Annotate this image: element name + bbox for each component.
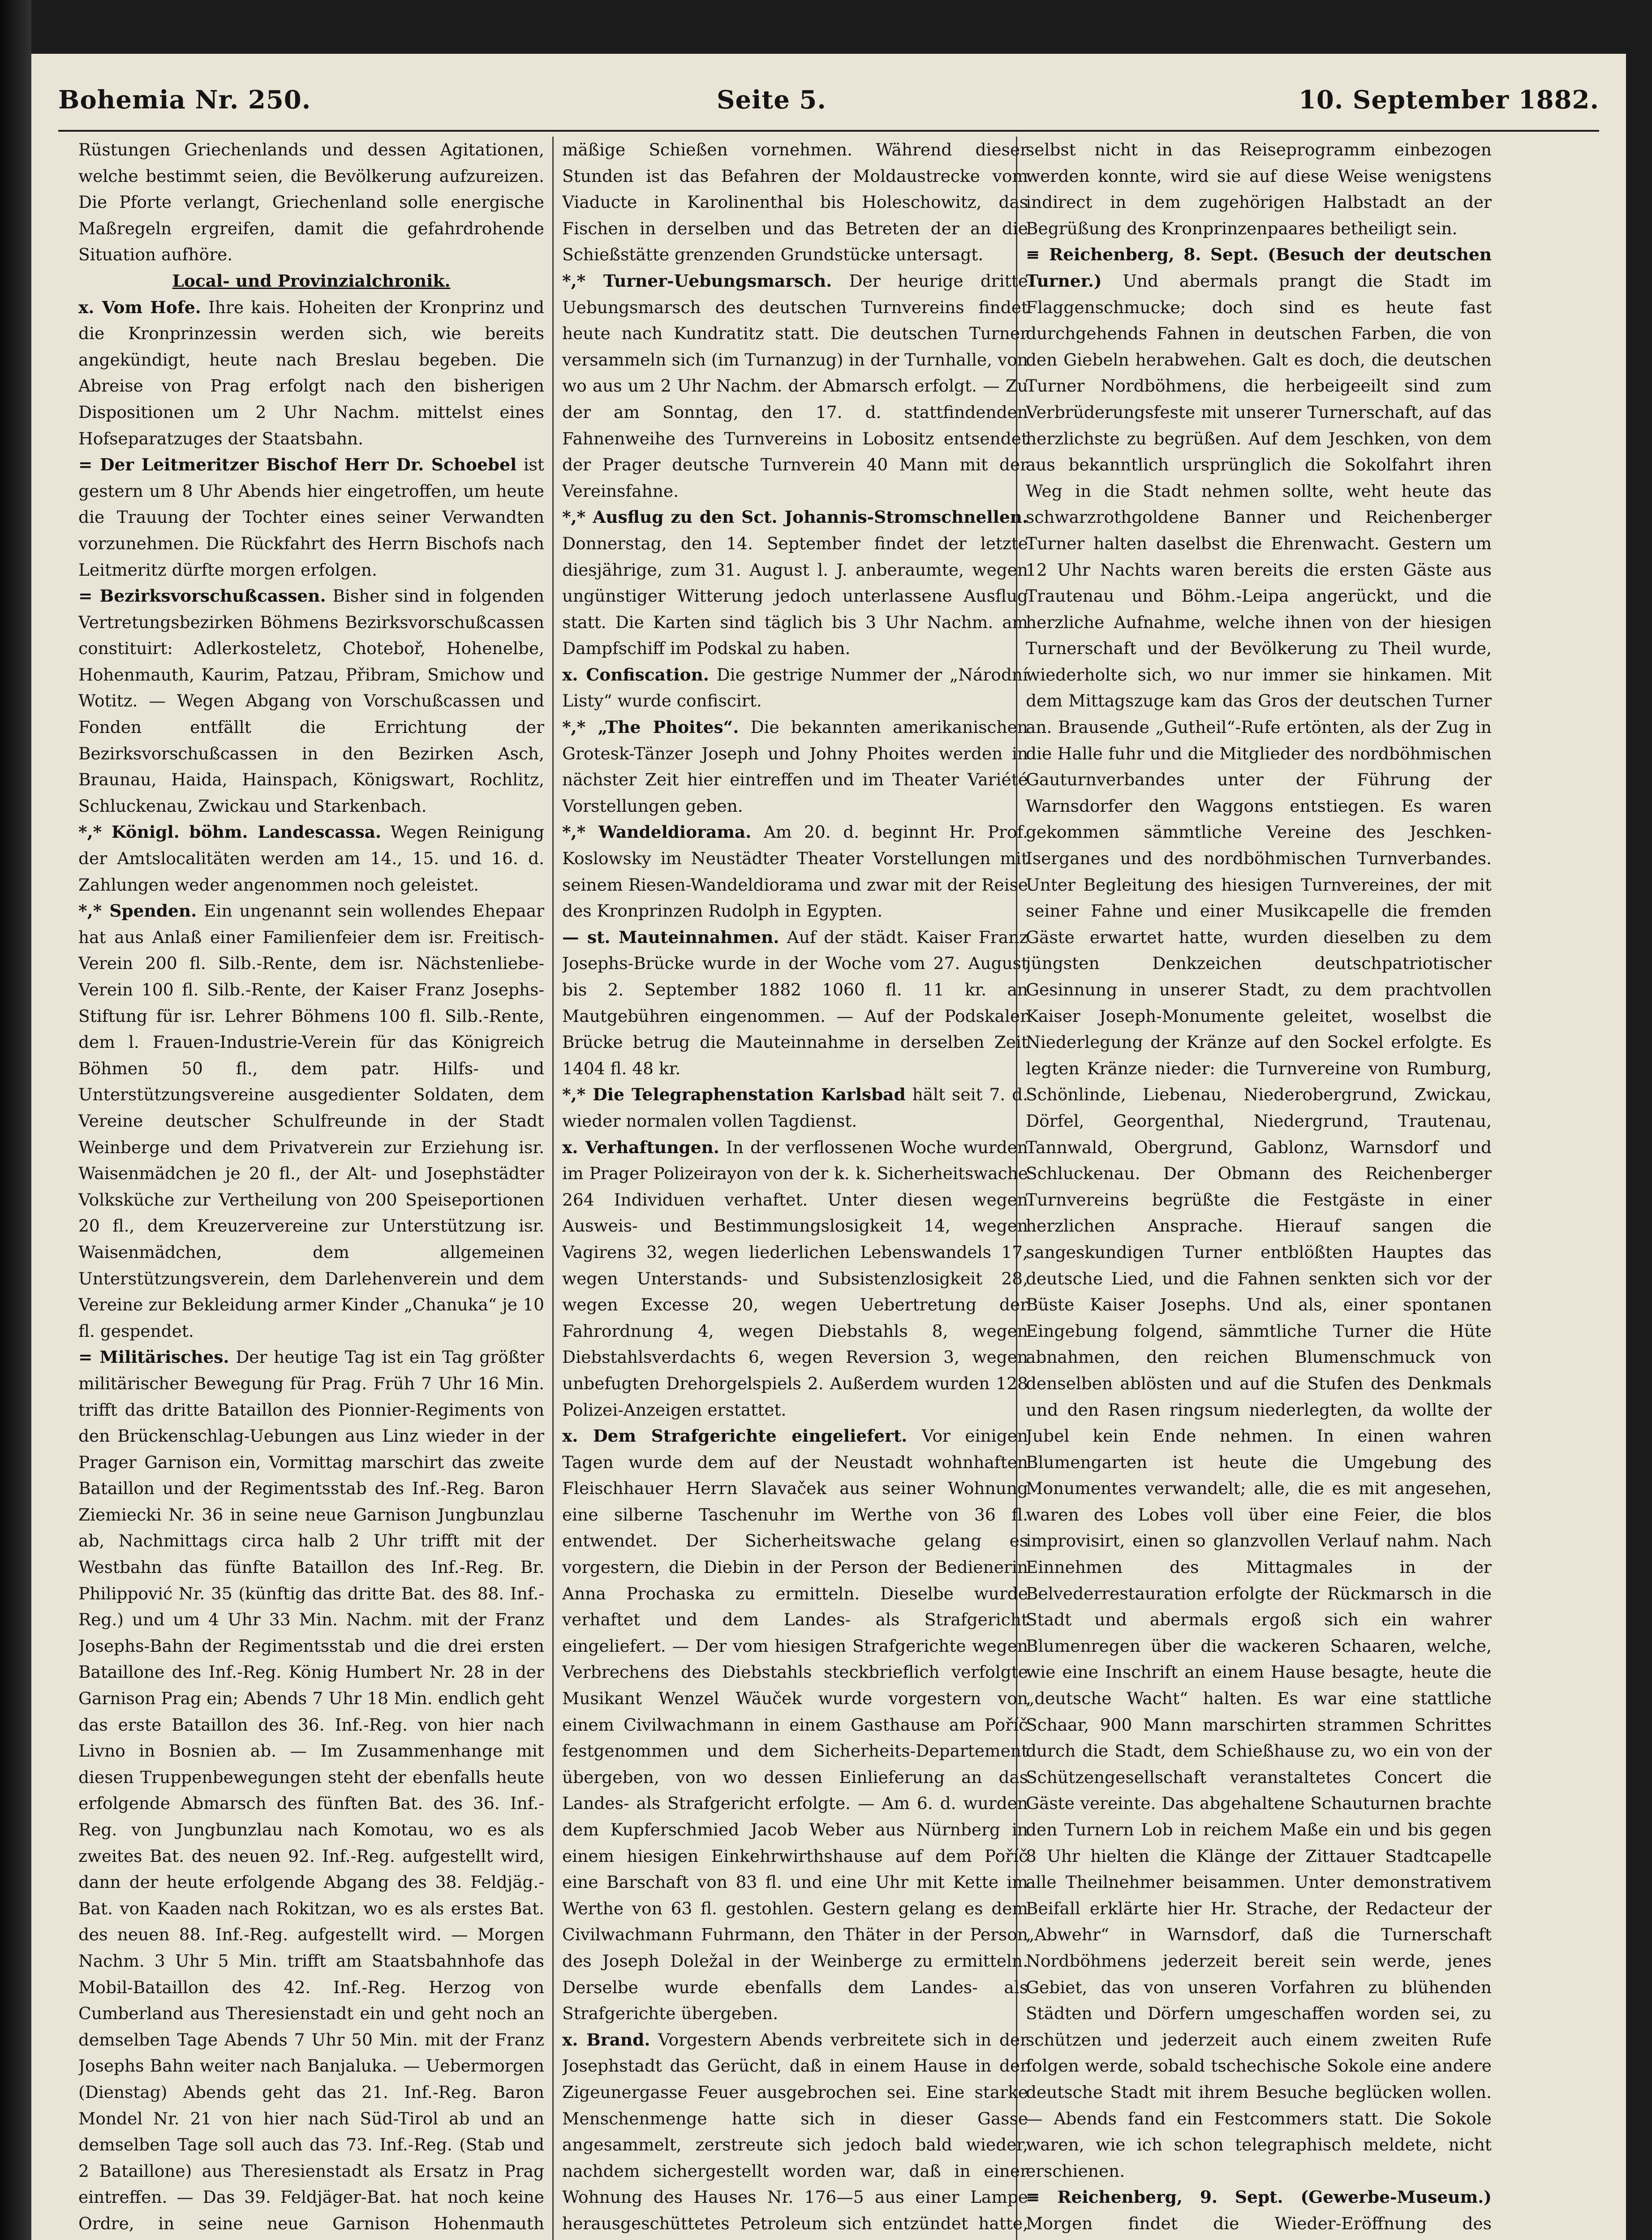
article-text: ist gestern um 8 Uhr Abends hier eingetroffen, um heute die Trauung der Tochter eines seiner Verwandten vorzunehmen. Die Rückfahrt des Herrn Bischofs nach Leitmeritz dürfte morgen erfolgen. [78, 455, 544, 580]
article-paragraph [562, 819, 1028, 924]
article-text: Rüstungen Griechenlands und dessen Agitationen, welche bestimmt seien, die Bevölkerung aufzureizen. Die Pforte verlangt, Griechenland solle energische Maßregeln ergreifen, damit die gefahrdrohende Situation aufhöre. [78, 140, 544, 265]
article-heading: x. Verhaftungen. [562, 1137, 719, 1157]
article-heading: = Der Leitmeritzer Bischof Herr Dr. Schoebel [78, 455, 517, 475]
article-heading: x. Vom Hofe. [78, 297, 201, 317]
article-paragraph [78, 452, 544, 583]
article-heading: *,* Turner-Uebungsmarsch. [562, 271, 832, 291]
article-text: Am 20. d. beginnt Hr. Prof. Koslowsky im Neustädter Theater Vorstellungen mit seinem Riesen-Wandeldiorama und zwar mit der Reise des Kronprinzen Rudolph in Egypten. [562, 822, 1028, 921]
article-text: Ihre kais. Hoheiten der Kronprinz und die Kronprinzessin werden sich, wie bereits angekündigt, heute nach Breslau begeben. Die Abreise von Prag erfolgt nach den bisherigen Dispositionen um 2 Uhr Nachm. mittelst eines Hofseparatzuges der Staatsbahn. [78, 297, 544, 448]
article-paragraph [562, 268, 1028, 504]
article-paragraph [562, 137, 1028, 268]
article-paragraph [562, 504, 1028, 662]
article-heading: *,* Die Telegraphenstation Karlsbad [562, 1085, 906, 1105]
article-text: Wegen Reinigung der Amtslocalitäten werden am 14., 15. und 16. d. Zahlungen weder angenommen noch geleistet. [78, 822, 544, 895]
article-heading: — st. Mauteinnahmen. [562, 927, 779, 947]
article-heading: ≡ Reichenberg, 8. Sept. (Besuch der deutschen Turner.) [1026, 245, 1492, 291]
article-heading: = Bezirksvorschußcassen. [78, 586, 326, 606]
article-heading: ≡ Reichenberg, 9. Sept. (Gewerbe-Museum.) [1026, 2187, 1492, 2207]
masthead-paper-issue: Bohemia Nr. 250. [58, 85, 311, 115]
article-paragraph [562, 1134, 1028, 1423]
article-paragraph [562, 1081, 1028, 1134]
article-text: Die bekannten amerikanischen Grotesk-Tänzer Joseph und Johny Phoites werden in nächster Zeit hier eintreffen und im Theater Variété Vorstellungen geben. [562, 717, 1028, 816]
masthead [58, 85, 1599, 125]
text-column-3 [1026, 137, 1492, 2240]
section-heading: Local- und Provinzialchronik. [172, 271, 451, 291]
article-text: selbst nicht in das Reiseprogramm einbezogen werden konnte, wird sie auf diese Weise wenigstens indirect in dem zugehörigen Halbstadt an der Begrüßung des Kronprinzenpaares betheiligt sein. [1026, 140, 1492, 238]
article-heading: x. Brand. [562, 2029, 650, 2050]
article-paragraph [78, 137, 544, 268]
article-text: Ein ungenannt sein wollendes Ehepaar hat aus Anlaß einer Familienfeier dem isr. Freitisch-Verein 200 fl. Silb.-Rente, dem isr. Nächstenliebe-Verein 100 fl. Silb.-Rente, der Kaiser Franz Josephs-Stiftung für isr. Lehrer Böhmens 100 fl. Silb.-Rente, dem l. Frauen-Industrie-Verein für das Königreich Böhmen 50 fl., dem patr. Hilfs- und Unterstützungsvereine ausgedienter Soldaten, dem Vereine deutscher Schulfreunde in der Stadt Weinberge und dem Privatverein zur Erziehung isr. Waisenmädchen je 20 fl., der Alt- und Josephstädter Volksküche zur Vertheilung von 200 Speiseportionen 20 fl., dem Kreuzervereine zur Unterstützung isr. Waisenmädchen, dem allgemeinen Unterstützungsverein, dem Darlehenverein und dem Vereine zur Bekleidung armer Kinder „Chanuka“ je 10 fl. gespendet. [78, 901, 544, 1341]
article-heading: *,* Ausflug zu den Sct. Johannis-Stromschnellen. [562, 507, 1028, 527]
article-paragraph [1026, 2184, 1492, 2240]
article-text: Und abermals prangt die Stadt im Flaggenschmucke; doch sind es heute fast durchgehends Fahnen in deutschen Farben, die von den Giebeln herabwehen. Galt es doch, die deutschen Turner Nordböhmens, die herbeigeeilt sind zum Verbrüderungsfeste mit unserer Turnerschaft, auf das herzlichste zu begrüßen. Auf dem Jeschken, von dem aus bekanntlich ursprünglich die Sokolfahrt ihren Weg in die Stadt nehmen sollte, weht heute das schwarzrothgoldene Banner und Reichenberger Turner halten daselbst die Ehrenwacht. Gestern um 12 Uhr Nachts waren bereits die ersten Gäste aus Trautenau und Böhm.-Leipa angerückt, und die herzliche Aufnahme, welche ihnen von der hiesigen Turnerschaft und der Bevölkerung zu Theil wurde, wiederholte sich, wo nur immer sie hinkamen. Mit dem Mittagszuge kam das Gros der deutschen Turner an. Brausende „Gutheil“-Rufe ertönten, als der Zug in die Halle fuhr und die Mitglieder des nordböhmischen Gauturnverbandes unter der Führung der Warnsdorfer den Waggons entstiegen. Es waren gekommen sämmtliche Vereine des Jeschken-Iserganes und des nordböhmischen Turnverbandes. Unter Begleitung des hiesigen Turnvereines, der mit seiner Fahne und einer Musikcapelle die fremden Gäste erwartet hatte, wurden dieselben zu dem jüngsten Denkzeichen deutschpatriotischer Gesinnung in unserer Stadt, zu dem prachtvollen Kaiser Joseph-Monumente geleitet, woselbst die Niederlegung der Kränze auf den Sockel erfolgte. Es legten Kränze nieder: die Turnvereine von Rumburg, Schönlinde, Liebenau, Niederobergrund, Zwickau, Dörfel, Georgenthal, Niedergrund, Trautenau, Tannwald, Obergrund, Gablonz, Warnsdorf und Schluckenau. Der Obmann des Reichenberger Turnvereins begrüßte die Festgäste in einer herzlichen Ansprache. Hierauf sangen die sangeskundigen Turner entblößten Hauptes das deutsche Lied, und die Fahnen senkten sich vor der Büste Kaiser Josephs. Und als, einer spontanen Eingebung folgend, sämmtliche Turner die Hüte abnahmen, den reichen Blumenschmuck von denselben ablösten und auf die Stufen des Denkmals und den Rasen ringsum niederlegten, da wollte der Jubel kein Ende nehmen. In einen wahren Blumengarten ist heute die Umgebung des Monumentes verwandelt; alle, die es mit angesehen, waren des Lobes voll über eine Feier, die blos improvisirt, einen so glanzvollen Verlauf nahm. Nach Einnehmen des Mittagmales in der Belvederrestauration erfolgte der Rückmarsch in die Stadt und abermals ergoß sich ein wahrer Blumenregen über die wackeren Schaaren, welche, wie eine Inschrift an einem Hause besagte, heute die „deutsche Wacht“ halten. Es war eine stattliche Schaar, 900 Mann marschirten strammen Schrittes durch die Stadt, dem Schießhause zu, wo ein von der Schützengesellschaft veranstaltetes Concert die Gäste vereinte. Das abgehaltene Schauturnen brachte den Turnern Lob in reichem Maße ein und bis gegen 8 Uhr hielten die Klänge der Zittauer Stadtcapelle alle Theilnehmer beisammen. Unter demonstrativem Beifall erklärte hier Hr. Strache, der Redacteur der „Abwehr“ in Warnsdorf, daß die Turnerschaft Nordböhmens jederzeit bereit sein werde, jenes Gebiet, das von unseren Vorfahren zu blühenden Städten und Dörfern umgeschaffen worden sei, zu schützen und jederzeit auch einem zweiten Rufe folgen werde, sobald tschechische Sokole eine andere deutsche Stadt mit ihrem Besuche beglücken wollen. — Abends fand ein Festcommers statt. Die Sokole waren, wie ich schon telegraphisch meldete, nicht erschienen. [1026, 271, 1492, 2181]
article-paragraph [562, 2027, 1028, 2240]
article-paragraph [78, 583, 544, 819]
article-text: Auf der städt. Kaiser Franz Josephs-Brücke wurde in der Woche vom 27. August bis 2. September 1882 1060 fl. 11 kr. an Mautgebühren eingenommen. — Auf der Podskaler Brücke betrug die Mauteinnahme in derselben Zeit 1404 fl. 48 kr. [562, 927, 1028, 1078]
article-heading: *,* Spenden. [78, 901, 197, 921]
article-heading: x. Dem Strafgerichte eingeliefert. [562, 1426, 908, 1446]
article-heading: = Militärisches. [78, 1347, 229, 1367]
article-paragraph [562, 714, 1028, 819]
article-heading: *,* „The Phoites“. [562, 717, 739, 737]
masthead-page-number: Seite 5. [717, 85, 826, 115]
article-text: Die gestrige Nummer der „Národní Listy“ wurde confiscirt. [562, 664, 1028, 711]
article-paragraph [1026, 137, 1492, 241]
article-text: Der heutige Tag ist ein Tag größter militärischer Bewegung für Prag. Früh 7 Uhr 16 Min. trifft das dritte Bataillon des Pionnier-Regiments von den Brückenschlag-Uebungen aus Linz wieder in der Prager Garnison ein, Vormittag marschirt das zweite Bataillon und der Regimentsstab des Inf.-Reg. Baron Ziemiecki Nr. 36 in seine neue Garnison Jungbunzlau ab, Nachmittags circa halb 2 Uhr trifft mit der Westbahn das fünfte Bataillon des Inf.-Reg. Br. Philippović Nr. 35 (künftig das dritte Bat. des 88. Inf.-Reg.) und um 4 Uhr 33 Min. Nachm. mit der Franz Josephs-Bahn der Regimentsstab und die drei ersten Bataillone des Inf.-Reg. König Humbert Nr. 28 in der Garnison Prag ein; Abends 7 Uhr 18 Min. endlich geht das erste Bataillon des 36. Inf.-Reg. von hier nach Livno in Bosnien ab. — Im Zusammenhange mit diesen Truppenbewegungen steht der ebenfalls heute erfolgende Abmarsch des fünften Bat. des 36. Inf.-Reg. von Jungbunzlau nach Komotau, wo es als zweites Bat. des neuen 92. Inf.-Reg. aufgestellt wird, dann der heute erfolgende Abgang des 38. Feldjäg.-Bat. von Kaaden nach Rokitzan, wo es als erstes Bat. des neuen 88. Inf.-Reg. aufgestellt wird. — Morgen Nachm. 3 Uhr 5 Min. trifft am Staatsbahnhofe das Mobil-Bataillon des 42. Inf.-Reg. Herzog von Cumberland aus Theresienstadt ein und geht noch an demselben Tage Abends 7 Uhr 50 Min. mit der Franz Josephs Bahn weiter nach Banjaluka. — Uebermorgen (Dienstag) Abends geht das 21. Inf.-Reg. Baron Mondel Nr. 21 von hier nach Süd-Tirol ab und an demselben Tage soll auch das 73. Inf.-Reg. (Stab und 2 Bataillone) aus Theresienstadt als Ersatz in Prag eintreffen. — Das 39. Feldjäger-Bat. hat noch keine Ordre, in seine neue Garnison Hohenmauth [78, 1347, 544, 2233]
scan-edge-shadow [0, 0, 31, 2240]
article-text: Bisher sind in folgenden Vertretungsbezirken Böhmens Bezirksvorschußcassen constituirt: Adlerkosteletz, Choteboř, Hohenelbe, Hohenmauth, Kaurim, Patzau, Přibram, Smichow und Wotitz. — Wegen Abgang von Vorschußcassen und Fonden entfällt die Errichtung der Bezirksvorschußcassen in den Bezirken Asch, Braunau, Haida, Hainspach, Königswart, Rochlitz, Schluckenau, Zwickau und Starkenbach. [78, 586, 544, 816]
article-paragraph [78, 1344, 544, 2240]
masthead-rule [58, 130, 1599, 132]
article-heading: *,* Wandeldiorama. [562, 822, 752, 842]
article-paragraph [78, 898, 544, 1344]
text-column-2 [562, 137, 1028, 2240]
article-text: mäßige Schießen vornehmen. Während dieser Stunden ist das Befahren der Moldaustrecke vom Viaducte in Karolinenthal bis Holeschowitz, das Fischen in derselben und das Betreten der an die Schießstätte grenzenden Grundstücke untersagt. [562, 140, 1028, 265]
article-text: hält seit 7. d. wieder normalen vollen Tagdienst. [562, 1085, 1028, 1131]
article-paragraph [78, 294, 544, 452]
text-column-1 [78, 137, 544, 2240]
article-text: Vorgestern Abends verbreitete sich in der Josephstadt das Gerücht, daß in einem Hause in der Zigeunergasse Feuer ausgebrochen sei. Eine starke Menschenmenge hatte sich in dieser Gasse angesammelt, zerstreute sich jedoch bald wieder, nachdem sichergestellt worden war, daß in einer Wohnung des Hauses Nr. 176—5 aus einer Lampe herausgeschüttetes Petroleum sich entzündet hatte, [562, 2029, 1028, 2233]
article-paragraph [78, 819, 544, 898]
article-paragraph [562, 924, 1028, 1082]
article-text: Donnerstag, den 14. September findet der letzte diesjährige, zum 31. August l. J. anberaumte, wegen ungünstiger Witterung jedoch unterlassene Ausflug statt. Die Karten sind täglich bis 3 Uhr Nachm. am Dampfschiff im Podskal zu haben. [562, 533, 1028, 659]
article-paragraph [562, 1423, 1028, 2027]
article-heading: x. Confiscation. [562, 664, 709, 685]
article-text: Morgen findet die Wieder-Eröffnung des [1026, 2213, 1492, 2233]
article-paragraph [1026, 241, 1492, 2184]
article-heading: *,* Königl. böhm. Landescassa. [78, 822, 382, 842]
column-divider [552, 137, 554, 2240]
article-text: Vor einigen Tagen wurde dem auf der Neustadt wohnhaften Fleischhauer Herrn Slavaček aus seiner Wohnung eine silberne Taschenuhr im Werthe von 36 fl. entwendet. Der Sicherheitswache gelang es vorgestern, die Diebin in der Person der Bedienerin Anna Prochaska zu ermitteln. Dieselbe wurde verhaftet und dem Landes- als Strafgericht eingeliefert. — Der vom hiesigen Strafgerichte wegen Verbrechens des Diebstahls steckbrieflich verfolgte Musikant Wenzel Wäuček wurde vorgestern von einem Civilwachmann in einem Gasthause am Poříč festgenommen und dem Sicherheits-Departement übergeben, von wo dessen Einlieferung an das Landes- als Strafgericht erfolgte. — Am 6. d. wurden dem Kupferschmied Jacob Weber aus Nürnberg in einem hiesigen Einkehrwirthshause auf dem Poříč eine Barschaft von 83 fl. und eine Uhr mit Kette im Werthe von 63 fl. gestohlen. Gestern gelang es dem Civilwachmann Fuhrmann, den Thäter in der Person des Joseph Doležal in der Weinberge zu ermitteln. Derselbe wurde ebenfalls dem Landes- als Strafgerichte übergeben. [562, 1426, 1028, 2024]
article-text: In der verflossenen Woche wurden im Prager Polizeirayon von der k. k. Sicherheitswache 264 Individuen verhaftet. Unter diesen wegen Ausweis- und Bestimmungslosigkeit 14, wegen Vagirens 32, wegen liederlichen Lebenswandels 17, wegen Unterstands- und Subsistenzlosigkeit 28, wegen Excesse 20, wegen Uebertretung der Fahrordnung 4, wegen Diebstahls 8, wegen Diebstahlsverdachts 6, wegen Reversion 3, wegen unbefugten Drehorgelspiels 2. Außerdem wurden 128 Polizei-Anzeigen erstattet. [562, 1137, 1028, 1420]
masthead-date: 10. September 1882. [1298, 85, 1599, 115]
article-text: Der heurige dritte Uebungsmarsch des deutschen Turnvereins findet heute nach Kundratitz statt. Die deutschen Turner versammeln sich (im Turnanzug) in der Turnhalle, von wo aus um 2 Uhr Nachm. der Abmarsch erfolgt. — Zu der am Sonntag, den 17. d. stattfindenden Fahnenweihe des Turnvereins in Lobositz entsendet der Prager deutsche Turnverein 40 Mann mit der Vereinsfahne. [562, 271, 1028, 501]
article-paragraph [562, 662, 1028, 714]
